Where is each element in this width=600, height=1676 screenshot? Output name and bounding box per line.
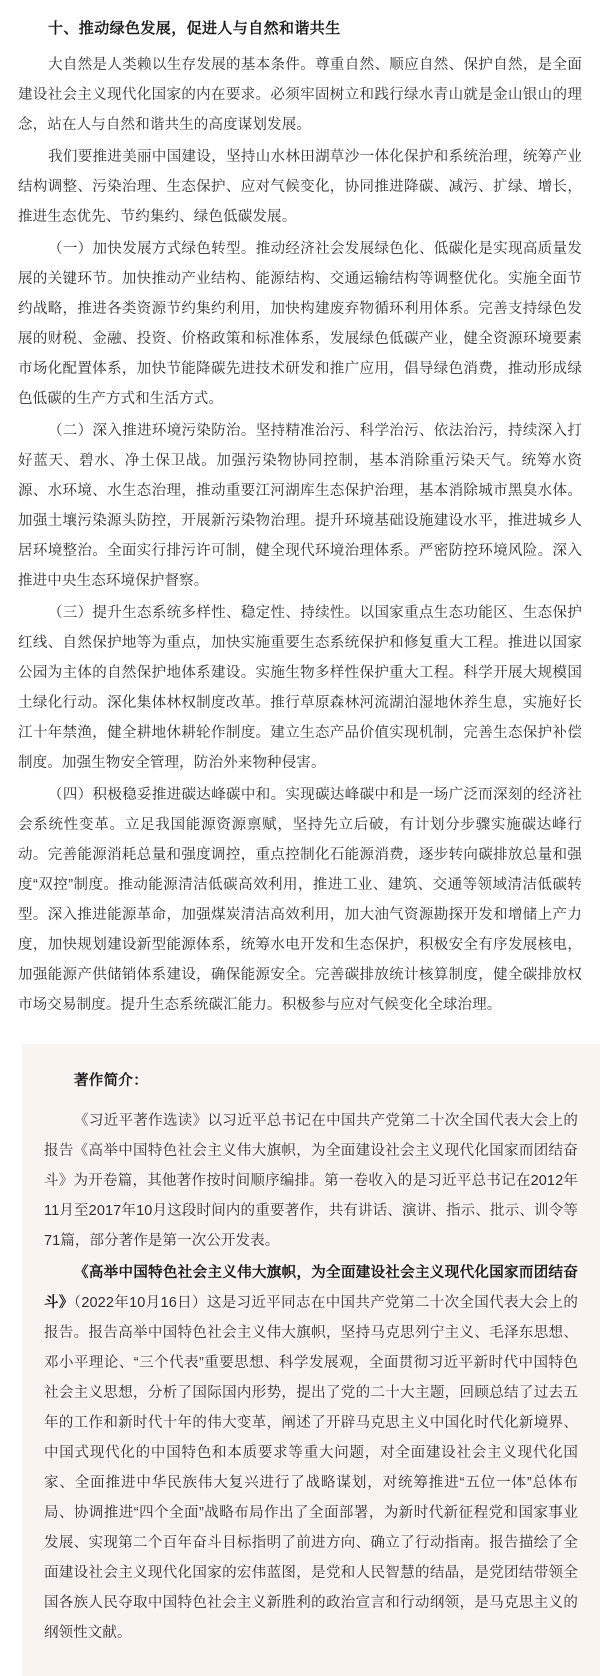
work-introduction-paragraph-2 (44, 1258, 578, 1648)
work-introduction-box (22, 1044, 600, 1676)
paragraph-section-2: （二）深入推进环境污染防治。坚持精准治污、科学治污、依法治污，持续深入打好蓝天、碧水、净土保卫战。加强污染物协同控制，基本消除重污染天气。统筹水资源、水环境、水生态治理，推动重要江河湖库生态保护治理，基本消除城市黑臭水体。加强土壤污染源头防控，开展新污染物治理。提升环境基础设施建设水平，推进城乡人居环境整治。全面实行排污许可制，健全现代环境治理体系。严密防控环境风险。深入推进中央生态环境保护督察。 (18, 423, 582, 589)
paragraph-2: 我们要推进美丽中国建设，坚持山水林田湖草沙一体化保护和系统治理，统筹产业结构调整、污染治理、生态保护、应对气候变化，协同推进降碳、减污、扩绿、增长，推进生态优先、节约集约、绿色低碳发展。 (18, 149, 582, 225)
page-title: 十、推动绿色发展，促进人与自然和谐共生 (48, 20, 341, 37)
work-title-bold-lead-2: 《高举中国特色社会主义伟大旗帜，为全面建设社会主义现代化国家而团结奋斗》 (44, 1265, 578, 1311)
work-introduction-text-2: （2022年10月16日）这是习近平同志在中国共产党第二十次全国代表大会上的报告。报告高举中国特色社会主义伟大旗帜，坚持马克思列宁主义、毛泽东思想、邓小平理论、“三个代表”重要思想、科学发展观，全面贯彻习近平新时代中国特色社会主义思想，分析了国际国内形势，提出了党的二十大主题，回顾总结了过去五年的工作和新时代十年的伟大变革，阐述了开辟马克思主义中国化时代化新境界、中国式现代化的中国特色和本质要求等重大问题，对全面建设社会主义现代化国家、全面推进中华民族伟大复兴进行了战略谋划，对统筹推进“五位一体”总体布局、协调推进“四个全面”战略布局作出了全面部署，为新时代新征程党和国家事业发展、实现第二个百年奋斗目标指明了前进方向、确立了行动指南。报告描绘了全面建设社会主义现代化国家的宏伟蓝图，是党和人民智慧的结晶，是党团结带领全国各族人民夺取中国特色社会主义新胜利的政治宣言和行动纲领，是马克思主义的纲领性文献。 (44, 1295, 578, 1641)
work-introduction-text-1: 《习近平著作选读》以习近平总书记在中国共产党第二十次全国代表大会上的报告《高举中国特色社会主义伟大旗帜，为全面建设社会主义现代化国家而团结奋斗》为开卷篇，其他著作按时间顺序编排。第一卷收入的是习近平总书记在2012年11月至2017年10月这段时间内的重要著作，共有讲话、演讲、指示、批示、训令等71篇，部分著作是第一次公开发表。 (44, 1113, 578, 1249)
paragraph-section-3: （三）提升生态系统多样性、稳定性、持续性。以国家重点生态功能区、生态保护红线、自然保护地等为重点，加快实施重要生态系统保护和修复重大工程。推进以国家公园为主体的自然保护地体系建设。实施生物多样性保护重大工程。科学开展大规模国土绿化行动。深化集体林权制度改革。推行草原森林河流湖泊湿地休养生息，实施好长江十年禁渔，健全耕地休耕轮作制度。建立生态产品价值实现机制，完善生态保护补偿制度。加强生物安全管理，防治外来物种侵害。 (18, 605, 582, 771)
work-introduction-paragraph-1 (44, 1106, 578, 1256)
paragraph-section-4: （四）积极稳妥推进碳达峰碳中和。实现碳达峰碳中和是一场广泛而深刻的经济社会系统性变革。立足我国能源资源禀赋，坚持先立后破，有计划分步骤实施碳达峰行动。完善能源消耗总量和强度调控，重点控制化石能源消费，逐步转向碳排放总量和强度“双控”制度。推动能源清洁低碳高效利用，推进工业、建筑、交通等领域清洁低碳转型。深入推进能源革命，加强煤炭清洁高效利用，加大油气资源勘探开发和增储上产力度，加快规划建设新型能源体系，统筹水电开发和生态保护，积极安全有序发展核电，加强能源产供储销体系建设，确保能源安全。完善碳排放统计核算制度，健全碳排放权市场交易制度。提升生态系统碳汇能力。积极参与应对气候变化全球治理。 (18, 787, 582, 1013)
work-introduction-heading: 著作简介： (74, 1073, 148, 1089)
paragraph-section-1: （一）加快发展方式绿色转型。推动经济社会发展绿色化、低碳化是实现高质量发展的关键环节。加快推动产业结构、能源结构、交通运输结构等调整优化。实施全面节约战略，推进各类资源节约集约利用，加快构建废弃物循环利用体系。完善支持绿色发展的财税、金融、投资、价格政策和标准体系，发展绿色低碳产业，健全资源环境要素市场化配置体系，加快节能降碳先进技术研发和推广应用，倡导绿色消费，推动形成绿色低碳的生产方式和生活方式。 (18, 241, 582, 407)
paragraph-1: 大自然是人类赖以生存发展的基本条件。尊重自然、顺应自然、保护自然，是全面建设社会主义现代化国家的内在要求。必须牢固树立和践行绿水青山就是金山银山的理念，站在人与自然和谐共生的高度谋划发展。 (18, 57, 582, 133)
